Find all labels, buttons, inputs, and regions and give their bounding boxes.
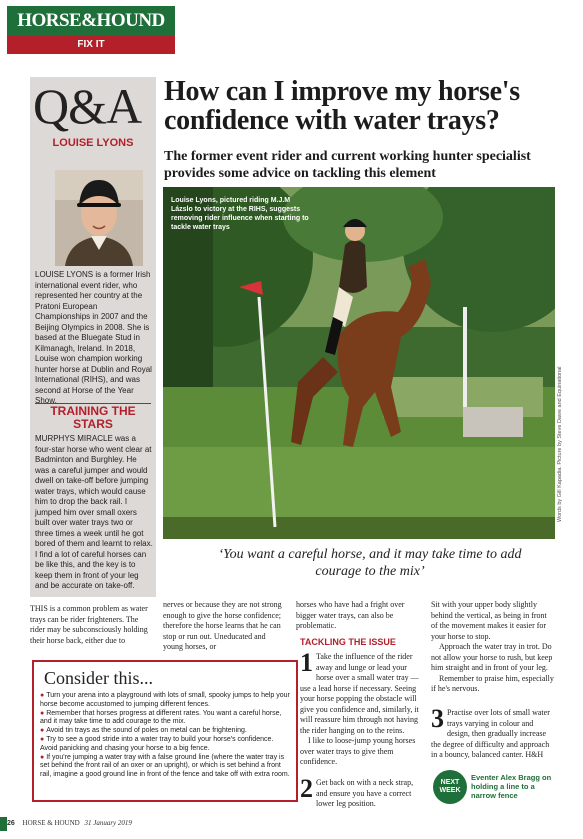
standfirst: The former event rider and current working hunter specialist provides some advice on tackling this element [164, 149, 531, 181]
step-3 [431, 704, 555, 761]
brand-logo: HORSE&HOUND [17, 10, 165, 31]
step-3-text: Practise over lots of small water trays varying in colour and design, then gradually increase the degree of difficulty and approach in a bouncy, balanced canter. H&H [431, 708, 550, 759]
pull-quote: ‘You want a careful horse, and it may take time to add courage to the mix’ [218, 547, 522, 579]
photo-caption: Louise Lyons, pictured riding M.J.M Lázslo to victory at the RIHS, suggests removing rider influence when starting to tackle water trays [171, 197, 309, 231]
step-2-number: 2 [300, 774, 313, 803]
author-portrait [55, 170, 143, 266]
consider-item [40, 710, 290, 728]
page-footer [7, 819, 567, 827]
step-2 [300, 774, 422, 810]
step-1-extra: I like to loose-jump young horses over water trays to give them confidence. [300, 736, 416, 766]
masthead [7, 6, 175, 54]
author-name [30, 137, 156, 150]
consider-item [40, 736, 290, 754]
step-1-number: 1 [300, 648, 313, 677]
body-column-4 [431, 600, 555, 695]
body-column-4-b: Approach the water tray in trot. Do not allow your horse to rush, but keep him straight and in front of your leg. [431, 642, 553, 672]
section-label: FIX IT [7, 36, 175, 54]
consider-title: Consider this... [44, 668, 154, 688]
author-name-text: LOUISE LYONS [52, 137, 134, 149]
consider-box [32, 660, 298, 802]
step-1 [300, 648, 422, 768]
consider-item-text: Try to see a good stride into a water tray to build your horse's confidence. Avoid panicking and chasing your horse to a big fence. [40, 735, 274, 752]
magazine-name: HORSE & HOUND [22, 819, 80, 827]
bullet-icon: ● [40, 727, 47, 735]
bullet-icon: ● [40, 735, 47, 743]
next-week-badge-text: NEXT WEEK [439, 779, 461, 794]
consider-item-text: If you're jumping a water tray with a false ground line (where the water tray is set behind the front rail of an oxer or an upright), or which is set behind a front rail, imagine a good ground line in front of the fence and take off with extra room. [40, 753, 290, 779]
consider-list [40, 692, 290, 780]
training-subhead: TRAINING THE STARS [50, 404, 136, 431]
consider-item-text: Turn your arena into a playground with lots of small, spooky jumps to help your horse become accustomed to jumping different fences. [40, 692, 290, 708]
body-column-2: nerves or because they are not strong enough to give the horse confidence; therefore the horse learns that he can stop or run out. Uneducated and young horses, or [163, 600, 282, 651]
issue-date: 31 January 2019 [84, 819, 132, 827]
body-column-4-a: Sit with your upper body slightly behind the vertical, as being in front of the movement makes it easier for your horse to stop. [431, 600, 547, 641]
author-bio: LOUISE LYONS is a former Irish international event rider, who represented her country at the Pratoni European Championships in 2007 and the Beijing Olympics in 2008. She is based at the Bluegate Stud in Kilmanagh, Ireland. In 2018, Louise won champion working hunter horse at Dublin and Royal International (RIHS), and was second at Horse of the Year Show. [35, 270, 152, 405]
body-column-4-c: Remember to praise him, especially if he's nervous. [431, 673, 554, 693]
step-2-text: Get back on with a neck strap, and ensure you have a correct lower leg position. [316, 778, 414, 808]
consider-item [40, 754, 290, 780]
footer-bar [0, 817, 7, 831]
body-column-1: THIS is a common problem as water trays can be rider frighteners. The rider may be subconsciously holding their horse back, either due to [30, 604, 148, 645]
bullet-icon: ● [40, 709, 47, 717]
bullet-icon: ● [40, 753, 47, 761]
qa-title: Q&A [33, 78, 142, 134]
consider-item-text: Remember that horses progress at different rates. You want a careful horse, and it may take time to add courage to the mix. [40, 709, 282, 726]
training-text: MURPHYS MIRACLE was a four-star horse who went clear at Badminton and Burghley. He was a careful jumper and would dwell on take-off before jumping water trays, which would cause him to drop the back rail. I jumped him over small oxers built over water trays two or three times a week until he got bored of them and learnt to relax. I find a lot of careful horses can be like this, and the key is to keep them in front of your leg and be accurate on take-off. [35, 434, 153, 590]
consider-item-text: Avoid tin trays as the sound of poles on metal can be frightening. [46, 727, 247, 735]
main-photo [163, 187, 555, 539]
headline: How can I improve my horse's confidence with water trays? [164, 76, 520, 136]
consider-item [40, 727, 290, 736]
next-week-text: Eventer Alex Bragg on holding a line to a narrow fence [471, 773, 552, 800]
page-number: 26 [7, 820, 15, 827]
next-week-badge [433, 770, 467, 804]
body-column-3 [296, 600, 420, 632]
photo-credit: Words by Gill Kapadia. Picture by Steve Dawe and Equinational [557, 366, 563, 522]
tackling-subhead: TACKLING THE ISSUE [300, 637, 396, 647]
body-column-3-intro: horses who have had a fright over bigger water trays, can also be problematic. [296, 600, 405, 630]
step-1-text: Take the influence of the rider away and lunge or lead your horse over a small water tray — use a lead horse if necessary. Seeing your horse popping the obstacle will give you confidence and, similarly, it will reassure him through not having the rider hanging on to the reins. [300, 652, 419, 735]
consider-item [40, 692, 290, 710]
bullet-icon: ● [40, 692, 47, 699]
step-3-number: 3 [431, 704, 444, 733]
